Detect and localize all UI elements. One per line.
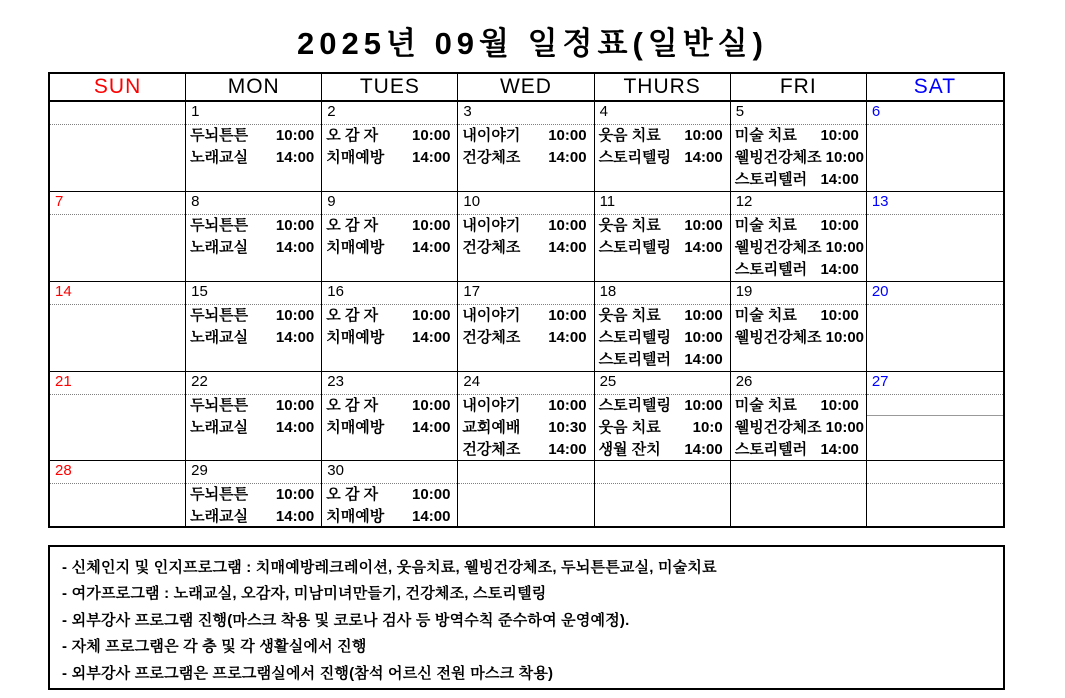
- day-number: 5: [731, 102, 866, 125]
- day-cell: [595, 282, 731, 372]
- activity-name: 미술 치료: [734, 127, 797, 144]
- day-number: 22: [186, 372, 321, 395]
- day-cell: [322, 372, 458, 461]
- activity-row: [322, 506, 457, 526]
- day-number: 12: [731, 192, 866, 215]
- activity-time: 10:00: [825, 329, 865, 346]
- activity-row: [186, 484, 321, 506]
- activity-time: 14:00: [412, 239, 451, 256]
- activity-time: 14:00: [412, 419, 451, 436]
- day-number: 20: [867, 282, 1003, 305]
- activity-row: [595, 305, 730, 327]
- activity-name: 웰빙건강체조: [734, 329, 822, 346]
- activity-name: 웃음 치료: [598, 217, 661, 234]
- activity-time: 10:00: [412, 397, 451, 414]
- activity-name: 치매예방: [326, 419, 385, 436]
- activity-row: [322, 395, 457, 417]
- activity-name: 웰빙건강체조: [734, 239, 822, 256]
- day-cell: [50, 372, 186, 461]
- activity-name: 스토리텔링: [598, 329, 672, 346]
- activity-name: 두뇌튼튼: [190, 307, 249, 324]
- activity-row: [731, 237, 866, 259]
- activity-row: [186, 215, 321, 237]
- day-number: 24: [458, 372, 593, 395]
- activity-row: [186, 237, 321, 259]
- activity-time: 14:00: [412, 149, 451, 166]
- day-cell: [595, 372, 731, 461]
- activity-row: [731, 439, 866, 461]
- activity-name: 두뇌튼튼: [190, 486, 249, 503]
- activity-time: 10:00: [820, 217, 859, 234]
- activity-name: 생월 잔치: [598, 441, 661, 458]
- day-cell: [186, 461, 322, 526]
- day-cell: [50, 192, 186, 282]
- activity-name: 두뇌튼튼: [190, 397, 249, 414]
- day-number: [50, 102, 185, 125]
- activity-name: 스토리텔링: [598, 149, 672, 166]
- day-number: 7: [50, 192, 185, 215]
- activity-row: [595, 395, 730, 417]
- day-cell: [186, 282, 322, 372]
- activity-time: 14:00: [275, 149, 315, 166]
- activity-time: 14:00: [684, 149, 723, 166]
- activity-row: [322, 417, 457, 439]
- day-number: 6: [867, 102, 1003, 125]
- day-cell: [322, 282, 458, 372]
- activity-name: 미술 치료: [734, 307, 797, 324]
- activity-row: [458, 237, 593, 259]
- activity-row: [731, 259, 866, 281]
- activity-name: 스토리텔러: [734, 441, 808, 458]
- activity-row: [595, 439, 730, 461]
- day-cell: [867, 102, 1003, 192]
- activity-name: 노래교실: [190, 329, 249, 346]
- activity-row: [595, 215, 730, 237]
- activity-row: [322, 215, 457, 237]
- activity-time: 10:00: [684, 329, 723, 346]
- note-line: - 신체인지 및 인지프로그램 : 치매예방레크레이션, 웃음치료, 웰빙건강체조, 두뇌튼튼교실, 미술치료: [62, 559, 717, 576]
- note-line: - 외부강사 프로그램은 프로그램실에서 진행(참석 어르신 전원 마스크 착용): [62, 664, 554, 682]
- note-line: - 외부강사 프로그램 진행(마스크 착용 및 코로나 검사 등 방역수칙 준수하여 운영예정).: [62, 611, 630, 629]
- activity-name: 웃음 치료: [598, 307, 661, 324]
- activity-row: [186, 147, 321, 169]
- weekday-header-thurs: THURS: [595, 74, 731, 102]
- activity-name: 두뇌튼튼: [190, 217, 249, 234]
- activity-time: 10:00: [684, 397, 723, 414]
- activity-time: 10:00: [820, 397, 859, 414]
- activity-name: 미술 치료: [734, 217, 797, 234]
- activity-name: 건강체조: [462, 329, 521, 346]
- activity-time: 10:00: [275, 217, 315, 234]
- day-number: 13: [867, 192, 1003, 215]
- activity-name: 건강체조: [462, 149, 521, 166]
- activity-time: 10:0: [692, 419, 723, 436]
- activity-row: [458, 395, 593, 417]
- activity-row: [731, 417, 866, 439]
- activity-time: 10:00: [412, 217, 451, 234]
- activity-time: 14:00: [820, 171, 859, 188]
- day-cell: [867, 282, 1003, 372]
- activity-time: 14:00: [548, 239, 587, 256]
- activity-time: 10:00: [684, 307, 723, 324]
- day-number: 21: [50, 372, 185, 395]
- activity-row: [458, 305, 593, 327]
- day-cell: [867, 461, 1003, 526]
- activity-name: 스토리텔러: [734, 261, 808, 278]
- day-cell: [186, 102, 322, 192]
- activity-row: [458, 125, 593, 147]
- activity-row: [322, 484, 457, 506]
- activity-time: 10:00: [412, 307, 451, 324]
- activity-row: [458, 147, 593, 169]
- activity-name: 노래교실: [190, 149, 249, 166]
- activity-time: 10:00: [275, 127, 315, 144]
- day-cell: [458, 282, 594, 372]
- day-number: 14: [50, 282, 185, 305]
- day-cell: [186, 372, 322, 461]
- day-number: 11: [595, 192, 730, 215]
- activity-name: 노래교실: [190, 239, 249, 256]
- day-number: 2: [322, 102, 457, 125]
- page-title: 2025년 09월 일정표(일반실): [297, 26, 768, 61]
- day-cell: [50, 282, 186, 372]
- activity-name: 교회예배: [462, 419, 521, 436]
- activity-row: [322, 147, 457, 169]
- activity-name: 건강체조: [462, 441, 521, 458]
- cell-divider-line: [867, 395, 1003, 416]
- day-number: [458, 461, 593, 484]
- day-cell: [595, 461, 731, 526]
- weekday-header-fri: FRI: [731, 74, 867, 102]
- activity-name: 내이야기: [462, 217, 521, 234]
- day-cell: [458, 192, 594, 282]
- day-number: 18: [595, 282, 730, 305]
- day-number: 10: [458, 192, 593, 215]
- weekday-header-wed: WED: [458, 74, 594, 102]
- activity-row: [186, 125, 321, 147]
- day-number: 29: [186, 461, 321, 484]
- day-number: 8: [186, 192, 321, 215]
- activity-time: 14:00: [548, 441, 587, 458]
- activity-row: [322, 305, 457, 327]
- day-number: 3: [458, 102, 593, 125]
- activity-name: 오 감 자: [326, 307, 379, 324]
- activity-time: 14:00: [684, 239, 723, 256]
- weekday-header-tues: TUES: [322, 74, 458, 102]
- day-cell: [595, 192, 731, 282]
- activity-time: 14:00: [684, 441, 723, 458]
- activity-name: 스토리텔링: [598, 239, 672, 256]
- weekday-header-sun: SUN: [50, 74, 186, 102]
- activity-time: 10:00: [820, 127, 859, 144]
- activity-time: 10:00: [275, 307, 315, 324]
- day-cell: [595, 102, 731, 192]
- activity-row: [186, 327, 321, 349]
- activity-time: 10:00: [412, 486, 451, 503]
- activity-row: [186, 305, 321, 327]
- activity-row: [731, 395, 866, 417]
- day-cell: [867, 372, 1003, 461]
- activity-time: 10:00: [684, 127, 723, 144]
- activity-row: [595, 237, 730, 259]
- activity-time: 10:00: [412, 127, 451, 144]
- day-cell: [186, 192, 322, 282]
- day-cell: [50, 102, 186, 192]
- day-number: 15: [186, 282, 321, 305]
- day-cell: [322, 192, 458, 282]
- activity-name: 웰빙건강체조: [734, 419, 822, 436]
- activity-row: [458, 215, 593, 237]
- calendar-table: [48, 72, 1005, 528]
- day-cell: [458, 461, 594, 526]
- activity-name: 웰빙건강체조: [734, 149, 822, 166]
- activity-row: [595, 147, 730, 169]
- activity-row: [186, 417, 321, 439]
- activity-row: [322, 327, 457, 349]
- activity-time: 10:00: [825, 149, 865, 166]
- day-number: 4: [595, 102, 730, 125]
- activity-time: 10:00: [548, 307, 587, 324]
- activity-time: 10:00: [825, 239, 865, 256]
- weekday-header-mon: MON: [186, 74, 322, 102]
- activity-time: 10:00: [684, 217, 723, 234]
- day-number: 23: [322, 372, 457, 395]
- activity-time: 14:00: [275, 239, 315, 256]
- day-number: 16: [322, 282, 457, 305]
- activity-name: 웃음 치료: [598, 127, 661, 144]
- activity-time: 10:00: [548, 127, 587, 144]
- day-cell: [458, 372, 594, 461]
- day-number: [731, 461, 866, 484]
- activity-time: 14:00: [820, 441, 859, 458]
- activity-time: 14:00: [412, 508, 451, 525]
- day-number: 25: [595, 372, 730, 395]
- activity-time: 10:00: [275, 486, 315, 503]
- activity-time: 14:00: [820, 261, 859, 278]
- activity-row: [458, 417, 593, 439]
- activity-row: [595, 327, 730, 349]
- activity-name: 치매예방: [326, 329, 385, 346]
- activity-row: [731, 305, 866, 327]
- activity-row: [595, 417, 730, 439]
- activity-time: 14:00: [275, 329, 315, 346]
- day-number: 27: [867, 372, 1003, 395]
- day-number: 30: [322, 461, 457, 484]
- day-cell: [322, 102, 458, 192]
- activity-row: [595, 125, 730, 147]
- activity-name: 치매예방: [326, 508, 385, 525]
- activity-time: 10:00: [820, 307, 859, 324]
- activity-row: [186, 506, 321, 526]
- day-number: 19: [731, 282, 866, 305]
- note-line: - 자체 프로그램은 각 층 및 각 생활실에서 진행: [62, 638, 367, 656]
- day-number: 28: [50, 461, 185, 484]
- day-cell: [458, 102, 594, 192]
- activity-name: 두뇌튼튼: [190, 127, 249, 144]
- activity-time: 14:00: [684, 351, 723, 368]
- activity-name: 스토리텔러: [598, 351, 672, 368]
- activity-row: [731, 125, 866, 147]
- activity-name: 오 감 자: [326, 397, 379, 414]
- day-cell: [322, 461, 458, 526]
- activity-row: [458, 439, 593, 461]
- activity-name: 내이야기: [462, 307, 521, 324]
- day-number: [595, 461, 730, 484]
- activity-name: 오 감 자: [326, 486, 379, 503]
- activity-time: 14:00: [275, 508, 315, 525]
- activity-name: 내이야기: [462, 397, 521, 414]
- day-number: 9: [322, 192, 457, 215]
- activity-name: 오 감 자: [326, 217, 379, 234]
- activity-row: [458, 327, 593, 349]
- activity-time: 10:00: [548, 397, 587, 414]
- activity-name: 치매예방: [326, 239, 385, 256]
- activity-time: 10:00: [825, 419, 865, 436]
- activity-name: 오 감 자: [326, 127, 379, 144]
- activity-name: 스토리텔러: [734, 171, 808, 188]
- activity-row: [731, 327, 866, 349]
- weekday-header-sat: SAT: [867, 74, 1003, 102]
- activity-name: 건강체조: [462, 239, 521, 256]
- activity-row: [731, 169, 866, 191]
- day-cell: [50, 461, 186, 526]
- notes-box: [48, 545, 1005, 690]
- note-line: - 여가프로그램 : 노래교실, 오감자, 미남미녀만들기, 건강체조, 스토리텔링: [62, 585, 547, 603]
- activity-time: 14:00: [548, 149, 587, 166]
- activity-row: [186, 395, 321, 417]
- day-number: 17: [458, 282, 593, 305]
- activity-time: 14:00: [548, 329, 587, 346]
- activity-time: 14:00: [412, 329, 451, 346]
- activity-row: [322, 237, 457, 259]
- activity-name: 치매예방: [326, 149, 385, 166]
- activity-name: 스토리텔링: [598, 397, 672, 414]
- day-cell: [731, 282, 867, 372]
- activity-name: 노래교실: [190, 419, 249, 436]
- activity-row: [322, 125, 457, 147]
- activity-row: [731, 215, 866, 237]
- day-number: 26: [731, 372, 866, 395]
- activity-row: [731, 147, 866, 169]
- activity-time: 10:00: [548, 217, 587, 234]
- day-cell: [731, 461, 867, 526]
- activity-name: 노래교실: [190, 508, 249, 525]
- day-number: [867, 461, 1003, 484]
- day-cell: [731, 192, 867, 282]
- activity-time: 14:00: [275, 419, 315, 436]
- activity-row: [595, 349, 730, 371]
- activity-time: 10:30: [548, 419, 587, 436]
- day-cell: [731, 372, 867, 461]
- activity-time: 10:00: [275, 397, 315, 414]
- day-number: 1: [186, 102, 321, 125]
- activity-name: 내이야기: [462, 127, 521, 144]
- activity-name: 미술 치료: [734, 397, 797, 414]
- day-cell: [731, 102, 867, 192]
- activity-name: 웃음 치료: [598, 419, 661, 436]
- day-cell: [867, 192, 1003, 282]
